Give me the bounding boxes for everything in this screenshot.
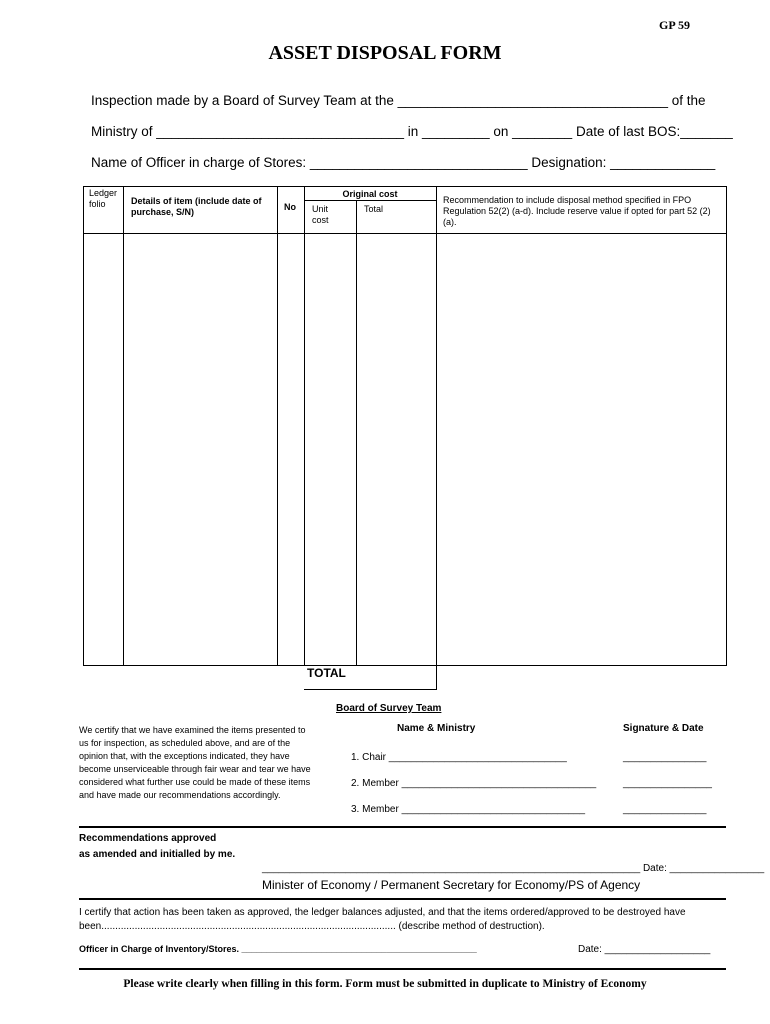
officer-date[interactable]: Date: ___________________ — [578, 944, 711, 955]
col-ledger-folio: Ledger folio — [89, 188, 118, 209]
officer-line[interactable]: Name of Officer in charge of Stores: _____________________________ Designation: ______________ — [91, 155, 716, 170]
col-no: No — [284, 202, 296, 212]
action-text-2[interactable]: been.......................................................................................................... (describe method of destruction). — [79, 921, 545, 932]
total-label: TOTAL — [307, 666, 346, 680]
certification-text: We certify that we have examined the items presented to us for inspection, as scheduled above, and are of the opinion that, with the exceptions indicated, they have become unserviceable through fair wear and tear we have considered what further use could be made of these items and have made our recommendations accordingly. — [79, 725, 311, 800]
member-1-signature[interactable]: ________________ — [623, 778, 712, 789]
page-title: ASSET DISPOSAL FORM — [268, 42, 502, 64]
officer-line[interactable]: Officer in Charge of Inventory/Stores. _______________________________________________ — [79, 944, 477, 954]
member-1-line[interactable]: 2. Member ___________________________________ — [351, 778, 597, 789]
action-text-1: I certify that action has been taken as approved, the ledger balances adjusted, and that the items ordered/approved to be destroyed have — [79, 907, 686, 918]
member-2-line[interactable]: 3. Member _________________________________ — [351, 804, 586, 815]
col-details: Details of item (include date of purchase, S/N) — [131, 196, 262, 217]
divider — [79, 968, 726, 970]
approval-text-1: Recommendations approved — [79, 833, 217, 844]
board-heading: Board of Survey Team — [336, 703, 442, 714]
col-original-cost: Original cost — [342, 189, 398, 199]
total-value-field[interactable] — [357, 667, 435, 688]
inspection-line[interactable]: Inspection made by a Board of Survey Team at the ____________________________________ of the — [91, 93, 706, 108]
approval-signatory: Minister of Economy / Permanent Secretary for Economy/PS of Agency — [262, 878, 641, 892]
chair-line[interactable]: 1. Chair ________________________________ — [351, 752, 567, 763]
footer-note: Please write clearly when filling in this form. Form must be submitted in duplicate to Ministry of Economy — [123, 978, 647, 990]
col-unit-cost: Unit cost — [312, 204, 329, 225]
divider — [79, 826, 726, 828]
col-recommendation: Recommendation to include disposal method specified in FPO Regulation 52(2) (a-d). Include reserve value if opted for part 52 (2) (a). — [443, 195, 711, 227]
chair-signature[interactable]: _______________ — [623, 752, 707, 763]
divider — [79, 898, 726, 900]
col-total: Total — [364, 204, 384, 214]
signature-date-heading: Signature & Date — [623, 723, 704, 734]
approval-sign-line[interactable]: ____________________________________________________________________ Date: _________________ — [262, 863, 765, 874]
member-2-signature[interactable]: _______________ — [623, 804, 707, 815]
approval-text-2: as amended and initialled by me. — [79, 849, 236, 860]
name-ministry-heading: Name & Ministry — [397, 723, 476, 734]
ministry-line[interactable]: Ministry of _________________________________ in _________ on ________ Date of last BOS:_______ — [91, 124, 733, 139]
form-code: GP 59 — [658, 18, 690, 32]
